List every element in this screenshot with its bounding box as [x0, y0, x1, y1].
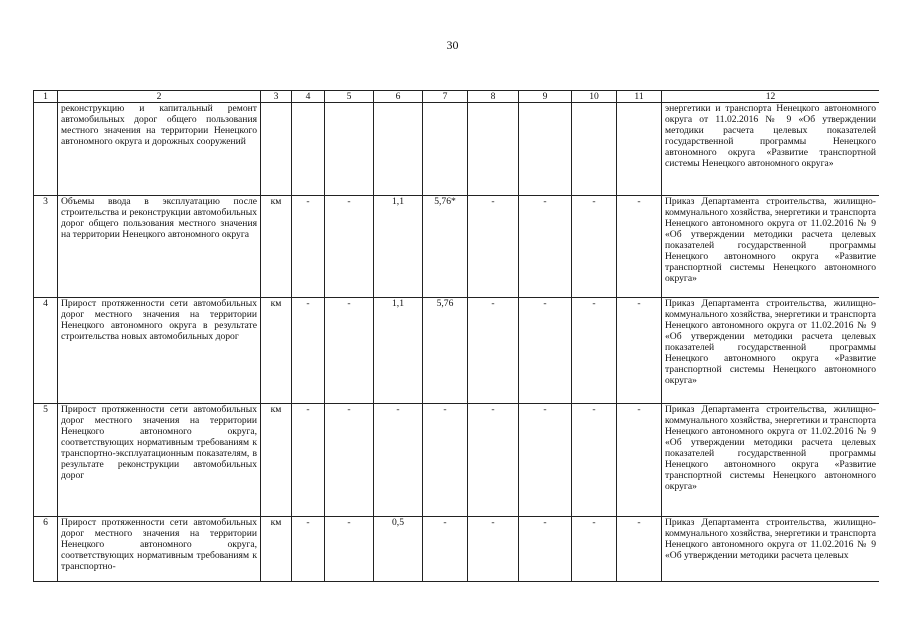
value-cell: -: [423, 404, 468, 517]
value-cell: -: [519, 404, 572, 517]
value-cell: -: [374, 404, 423, 517]
value-cell: -: [617, 517, 662, 582]
indicators-table-wrap: [33, 90, 879, 590]
header-row: [34, 91, 880, 103]
row-number: [34, 103, 58, 196]
row-number: 5: [34, 404, 58, 517]
column-header: 1: [34, 91, 58, 103]
value-cell: 5,76*: [423, 196, 468, 298]
value-cell: -: [572, 517, 617, 582]
column-header: 5: [325, 91, 374, 103]
value-cell: -: [617, 404, 662, 517]
column-header: 12: [662, 91, 880, 103]
column-header: 7: [423, 91, 468, 103]
value-cell: -: [325, 404, 374, 517]
value-cell: -: [468, 404, 519, 517]
table-row: [34, 298, 880, 404]
page-number: 30: [446, 38, 459, 52]
value-cell: [292, 103, 325, 196]
value-cell: -: [325, 196, 374, 298]
unit-cell: км: [261, 404, 292, 517]
indicators-table: [33, 90, 879, 582]
row-number: 4: [34, 298, 58, 404]
column-header: 3: [261, 91, 292, 103]
table-body: [34, 91, 880, 582]
source-document: Приказ Департамента строительства, жилищно-коммунального хозяйства, энергетики и транспорта Ненецкого автономного округа от 11.02.2016 № 9 «Об утверждении методики расчета целевых: [662, 517, 880, 582]
indicator-name: Объемы ввода в эксплуатацию после строительства и реконструкции автомобильных дорог общего пользования местного значения на территории Ненецкого автономного округа: [58, 196, 261, 298]
unit-cell: [261, 103, 292, 196]
source-document: энергетики и транспорта Ненецкого автономного округа от 11.02.2016 № 9 «Об утверждении методики расчета целевых показателей государственной программы Ненецкого автономного округа «Развитие транспортной системы Ненецкого автономного округа»: [662, 103, 880, 196]
value-cell: -: [423, 517, 468, 582]
value-cell: -: [292, 404, 325, 517]
indicator-name: Прирост протяженности сети автомобильных дорог местного значения на территории Ненецкого автономного округа в результате строительства новых автомобильных дорог: [58, 298, 261, 404]
value-cell: [572, 103, 617, 196]
unit-cell: км: [261, 298, 292, 404]
value-cell: [423, 103, 468, 196]
column-header: 10: [572, 91, 617, 103]
row-number: 6: [34, 517, 58, 582]
unit-cell: км: [261, 196, 292, 298]
value-cell: 1,1: [374, 196, 423, 298]
value-cell: -: [519, 196, 572, 298]
column-header: 6: [374, 91, 423, 103]
table-row: [34, 103, 880, 196]
value-cell: -: [325, 298, 374, 404]
indicator-name: Прирост протяженности сети автомобильных дорог местного значения на территории Ненецкого автономного округа, соответствующих нормативным требованиям к транспортно-эксплуатационным показателям, в результате реконструкции автомобильных дорог: [58, 404, 261, 517]
value-cell: 0,5: [374, 517, 423, 582]
table-row: [34, 404, 880, 517]
value-cell: -: [292, 298, 325, 404]
row-number: 3: [34, 196, 58, 298]
value-cell: [519, 103, 572, 196]
value-cell: 1,1: [374, 298, 423, 404]
source-document: Приказ Департамента строительства, жилищно-коммунального хозяйства, энергетики и транспорта Ненецкого автономного округа от 11.02.2016 № 9 «Об утверждении методики расчета целевых показателей государственной программы Ненецкого автономного округа «Развитие транспортной системы Ненецкого автономного округа»: [662, 298, 880, 404]
value-cell: -: [572, 404, 617, 517]
value-cell: -: [519, 298, 572, 404]
value-cell: -: [468, 196, 519, 298]
value-cell: -: [617, 196, 662, 298]
unit-cell: км: [261, 517, 292, 582]
value-cell: 5,76: [423, 298, 468, 404]
column-header: 9: [519, 91, 572, 103]
value-cell: -: [468, 298, 519, 404]
value-cell: -: [519, 517, 572, 582]
table-row: [34, 196, 880, 298]
column-header: 4: [292, 91, 325, 103]
column-header: 11: [617, 91, 662, 103]
value-cell: [325, 103, 374, 196]
value-cell: [374, 103, 423, 196]
value-cell: -: [617, 298, 662, 404]
indicator-name: реконструкцию и капитальный ремонт автомобильных дорог общего пользования местного значения на территории Ненецкого автономного округа и дорожных сооружений: [58, 103, 261, 196]
column-header: 2: [58, 91, 261, 103]
value-cell: -: [572, 298, 617, 404]
table-row: [34, 517, 880, 582]
value-cell: -: [292, 517, 325, 582]
value-cell: -: [325, 517, 374, 582]
value-cell: [617, 103, 662, 196]
value-cell: -: [292, 196, 325, 298]
indicator-name: Прирост протяженности сети автомобильных дорог местного значения на территории Ненецкого автономного округа, соответствующих нормативным требованиям к транспортно-: [58, 517, 261, 582]
value-cell: [468, 103, 519, 196]
source-document: Приказ Департамента строительства, жилищно-коммунального хозяйства, энергетики и транспорта Ненецкого автономного округа от 11.02.2016 № 9 «Об утверждении методики расчета целевых показателей государственной программы Ненецкого автономного округа «Развитие транспортной системы Ненецкого автономного округа»: [662, 196, 880, 298]
value-cell: -: [468, 517, 519, 582]
column-header: 8: [468, 91, 519, 103]
value-cell: -: [572, 196, 617, 298]
source-document: Приказ Департамента строительства, жилищно-коммунального хозяйства, энергетики и транспорта Ненецкого автономного округа от 11.02.2016 № 9 «Об утверждении методики расчета целевых показателей государственной программы Ненецкого автономного округа «Развитие транспортной системы Ненецкого автономного округа»: [662, 404, 880, 517]
